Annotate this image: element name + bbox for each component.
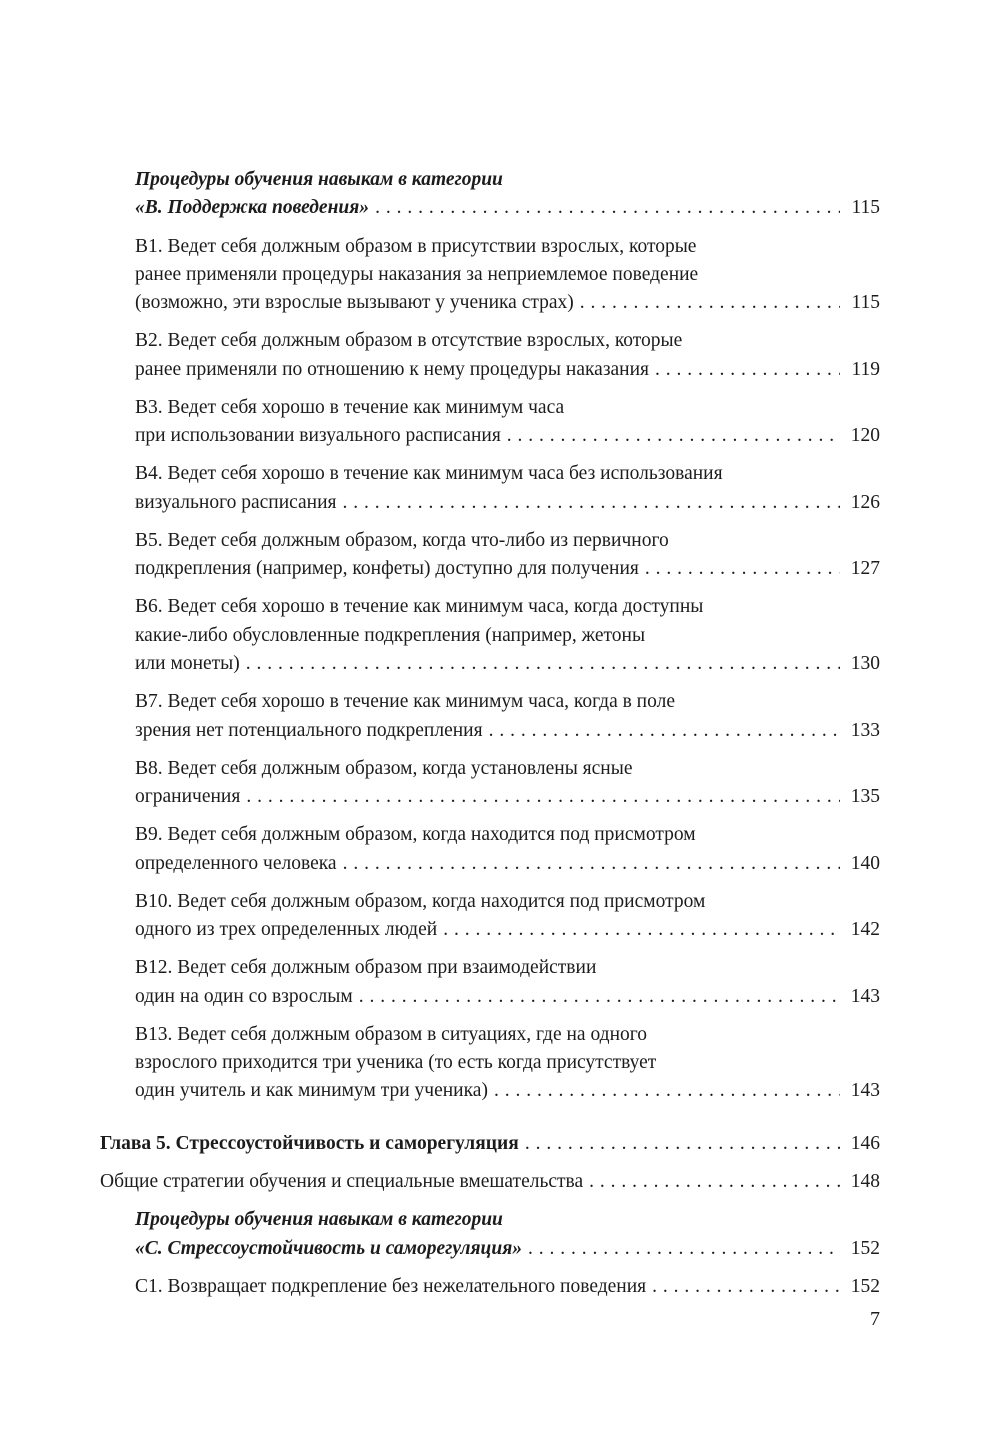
toc-entry-line-with-page [135, 489, 880, 517]
toc-entry-line [135, 688, 880, 716]
dot-leader [528, 1235, 840, 1263]
toc-entry-line [135, 527, 880, 555]
toc-entry-page-number: 120 [850, 425, 880, 447]
toc-entry-page-number: 152 [850, 1275, 880, 1297]
dot-leader [246, 783, 840, 811]
toc-entry [100, 394, 880, 451]
toc-entry-text: В5. Ведет себя должным образом, когда что-либо из первичного [135, 529, 669, 551]
toc-entry [100, 1021, 880, 1106]
toc-entry-text: один учитель и как минимум три ученика) [135, 1080, 488, 1102]
toc-entry-line-with-page [135, 916, 880, 944]
toc-entry-line [135, 1206, 880, 1234]
toc-entry-page-number: 115 [851, 292, 880, 314]
toc-entry-line [135, 394, 880, 422]
toc-entry-page-number: 119 [851, 358, 880, 380]
toc-entry-text: один на один со взрослым [135, 985, 353, 1007]
toc-entry-text: «С. Стрессоустойчивость и саморегуляция» [135, 1237, 523, 1259]
toc-entry-line [135, 1021, 880, 1049]
toc-entry [100, 166, 880, 223]
dot-leader [655, 356, 840, 384]
toc-entry [100, 755, 880, 812]
dot-leader [494, 1077, 840, 1105]
toc-entry-text: ранее применяли процедуры наказания за неприемлемое поведение [135, 263, 699, 285]
toc-entry-page-number: 143 [850, 985, 880, 1007]
toc-entry-text: или монеты) [135, 652, 240, 674]
toc-entry-text: В6. Ведет себя хорошо в течение как минимум часа, когда доступны [135, 596, 704, 618]
toc-entry-text: Общие стратегии обучения и специальные вмешательства [100, 1170, 584, 1192]
toc-entry-line-with-page [135, 289, 880, 317]
toc-entry-text: В12. Ведет себя должным образом при взаимодействии [135, 957, 597, 979]
toc-entry-page-number: 126 [850, 491, 880, 513]
toc-entry [100, 888, 880, 945]
toc-entry-line [135, 460, 880, 488]
dot-leader [443, 916, 840, 944]
dot-leader [507, 422, 840, 450]
toc-entry-line [135, 166, 880, 194]
toc-entry-line-with-page [135, 555, 880, 583]
toc-entry-line [135, 233, 880, 261]
toc-entry-line-with-page [135, 783, 880, 811]
dot-leader [375, 194, 840, 222]
dot-leader [589, 1168, 840, 1196]
toc-entry [100, 1168, 880, 1196]
toc-entry-text: В7. Ведет себя хорошо в течение как минимум часа, когда в поле [135, 691, 675, 713]
toc-entry [100, 821, 880, 878]
toc-entry-text: ограничения [135, 786, 241, 808]
toc-entry-line-with-page [135, 650, 880, 678]
toc-entry-text: какие-либо обусловленные подкрепления (например, жетоны [135, 624, 646, 646]
toc-entry-line [135, 954, 880, 982]
dot-leader [359, 983, 840, 1011]
toc-entry-line-with-page [135, 356, 880, 384]
toc-entry-text: ранее применяли по отношению к нему процедуры наказания [135, 358, 650, 380]
toc-entry-page-number: 140 [850, 852, 880, 874]
toc-entry-text: В3. Ведет себя хорошо в течение как минимум часа [135, 396, 565, 418]
toc-entry-page-number: 142 [850, 919, 880, 941]
toc-entry-text: В4. Ведет себя хорошо в течение как минимум часа без использования [135, 463, 723, 485]
toc-entry-line-with-page [135, 717, 880, 745]
toc-entry-text: зрения нет потенциального подкрепления [135, 719, 483, 741]
dot-leader [652, 1273, 840, 1301]
toc-entry-text: В8. Ведет себя должным образом, когда установлены ясные [135, 757, 633, 779]
dot-leader [525, 1130, 840, 1158]
toc-entry-text: Процедуры обучения навыкам в категории [135, 1209, 503, 1231]
toc-entry [100, 593, 880, 678]
toc-entry-line-with-page [135, 850, 880, 878]
toc-entry-line [135, 622, 880, 650]
toc-entry-line-with-page [135, 1273, 880, 1301]
toc-entry-line [135, 261, 880, 289]
toc-entry-text: В1. Ведет себя должным образом в присутствии взрослых, которые [135, 235, 697, 257]
toc-entry-page-number: 135 [850, 786, 880, 808]
dot-leader [645, 555, 840, 583]
toc-entry-page-number: 130 [850, 652, 880, 674]
toc-entry-page-number: 127 [850, 558, 880, 580]
toc-entry [100, 1206, 880, 1263]
toc-entry-text: при использовании визуального расписания [135, 425, 501, 447]
toc-entry [100, 1273, 880, 1301]
toc-entry-line [135, 1049, 880, 1077]
toc-entry-text: визуального расписания [135, 491, 337, 513]
toc-entry-line [135, 755, 880, 783]
toc-entry-page-number: 148 [850, 1170, 880, 1192]
toc-entry [100, 527, 880, 584]
toc-entry [100, 954, 880, 1011]
toc-list [100, 166, 880, 1311]
toc-entry-text: «В. Поддержка поведения» [135, 197, 370, 219]
toc-entry-line-with-page [135, 1235, 880, 1263]
toc-entry-page-number: 143 [850, 1080, 880, 1102]
toc-entry-page-number: 115 [851, 197, 880, 219]
toc-entry-text: С1. Возвращает подкрепление без нежелательного поведения [135, 1275, 647, 1297]
toc-entry-line [135, 593, 880, 621]
toc-entry-text: В10. Ведет себя должным образом, когда находится под присмотром [135, 890, 706, 912]
toc-entry-text: Глава 5. Стрессоустойчивость и саморегуляция [100, 1132, 519, 1154]
toc-entry [100, 688, 880, 745]
toc-entry-text: взрослого приходится три ученика (то есть когда присутствует [135, 1052, 657, 1074]
page-number: 7 [870, 1308, 880, 1330]
toc-entry-page-number: 146 [850, 1132, 880, 1154]
toc-entry [100, 327, 880, 384]
dot-leader [246, 650, 840, 678]
toc-entry-text: определенного человека [135, 852, 337, 874]
toc-entry-line-with-page [135, 983, 880, 1011]
toc-entry-text: В13. Ведет себя должным образом в ситуациях, где на одного [135, 1023, 648, 1045]
toc-entry [100, 1130, 880, 1158]
toc-entry-line [135, 327, 880, 355]
toc-entry-text: В9. Ведет себя должным образом, когда находится под присмотром [135, 824, 696, 846]
toc-entry-line-with-page [135, 194, 880, 222]
toc-entry-line-with-page [100, 1168, 880, 1196]
dot-leader [343, 489, 840, 517]
toc-entry-line-with-page [135, 422, 880, 450]
toc-entry-line-with-page [135, 1077, 880, 1105]
toc-entry-text: (возможно, эти взрослые вызывают у ученика страх) [135, 292, 574, 314]
toc-entry-line-with-page [100, 1130, 880, 1158]
toc-entry [100, 233, 880, 318]
toc-entry-line [135, 888, 880, 916]
toc-entry-line [135, 821, 880, 849]
toc-entry-text: Процедуры обучения навыкам в категории [135, 169, 503, 190]
dot-leader [343, 850, 840, 878]
toc-entry [100, 460, 880, 517]
toc-entry-text: подкрепления (например, конфеты) доступно для получения [135, 558, 639, 580]
toc-entry-page-number: 133 [850, 719, 880, 741]
dot-leader [489, 717, 840, 745]
toc-entry-text: В2. Ведет себя должным образом в отсутствие взрослых, которые [135, 330, 683, 352]
toc-entry-text: одного из трех определенных людей [135, 919, 438, 941]
dot-leader [580, 289, 840, 317]
toc-entry-page-number: 152 [850, 1237, 880, 1259]
